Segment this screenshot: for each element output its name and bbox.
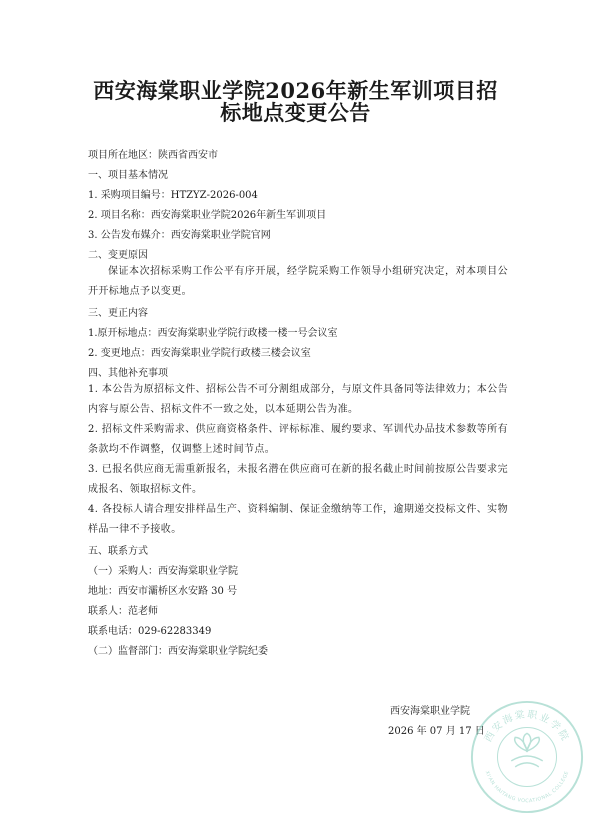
project-region: 项目所在地区：陕西省西安市 xyxy=(88,150,218,161)
project-name: 2. 项目名称：西安海棠职业学院2026年新生军训项目 xyxy=(88,210,327,221)
supplement-item-4: 4. 各投标人请合理安排样品生产、资料编制、保证金缴纳等工作，逾期递交投标文件、实物样品一律不予接收。 xyxy=(88,504,508,535)
buyer-name: （一）采购人：西安海棠职业学院 xyxy=(88,566,238,577)
change-reason-paragraph: 保证本次招标采购工作公平有序开展，经学院采购工作领导小组研究决定，对本项目公开开标地点予以变更。 xyxy=(88,266,508,297)
college-seal-logo xyxy=(468,698,586,816)
contact-person: 联系人：范老师 xyxy=(88,606,158,617)
section-4-heading: 四、其他补充事项 xyxy=(88,368,168,379)
supplement-item-2: 2. 招标文件采购需求、供应商资格条件、评标标准、履约要求、军训代办品技术参数等所有条款均不作调整，仅调整上述时间节点。 xyxy=(88,424,508,455)
supervisor-department: （二）监督部门：西安海棠职业学院纪委 xyxy=(88,646,268,657)
section-1-heading: 一、项目基本情况 xyxy=(88,170,168,181)
new-location: 2. 变更地点：西安海棠职业学院行政楼三楼会议室 xyxy=(88,348,311,359)
seal-chinese-text: 西安海棠职业学院 xyxy=(482,709,572,745)
original-location: 1.原开标地点：西安海棠职业学院行政楼一楼一号会议室 xyxy=(88,328,338,339)
buyer-address: 地址：西安市灞桥区水安路 30 号 xyxy=(88,586,238,597)
section-3-heading: 三、更正内容 xyxy=(88,308,148,319)
section-5-heading: 五、联系方式 xyxy=(88,546,148,557)
supplement-item-1: 1. 本公告为原招标文件、招标公告不可分割组成部分，与原文件具备同等法律效力；本公告内容与原公告、招标文件不一致之处，以本延期公告为准。 xyxy=(88,384,508,415)
signature-date: 2026 年 07 月 17 日 xyxy=(388,726,485,737)
flower-icon xyxy=(511,733,542,766)
svg-text:XI'AN HAITANG VOCATIONAL COLLE xyxy=(484,770,571,804)
document-title xyxy=(40,80,551,124)
contact-phone: 联系电话：029-62283349 xyxy=(88,626,212,637)
publish-media: 3. 公告发布媒介：西安海棠职业学院官网 xyxy=(88,230,271,241)
seal-english-text: XI'AN HAITANG VOCATIONAL COLLEGE xyxy=(483,770,571,805)
signature-organization: 西安海棠职业学院 xyxy=(390,706,470,717)
section-2-heading: 二、变更原因 xyxy=(88,250,148,261)
title-line-2: 标地点变更公告 xyxy=(220,100,371,125)
title-line-1: 西安海棠职业学院2026年新生军训项目招 xyxy=(93,78,498,103)
project-number: 1. 采购项目编号：HTZYZ-2026-004 xyxy=(88,190,258,201)
supplement-item-3: 3. 已报名供应商无需重新报名，未报名潜在供应商可在新的报名截止时间前按原公告要求完成报名、领取招标文件。 xyxy=(88,464,508,495)
